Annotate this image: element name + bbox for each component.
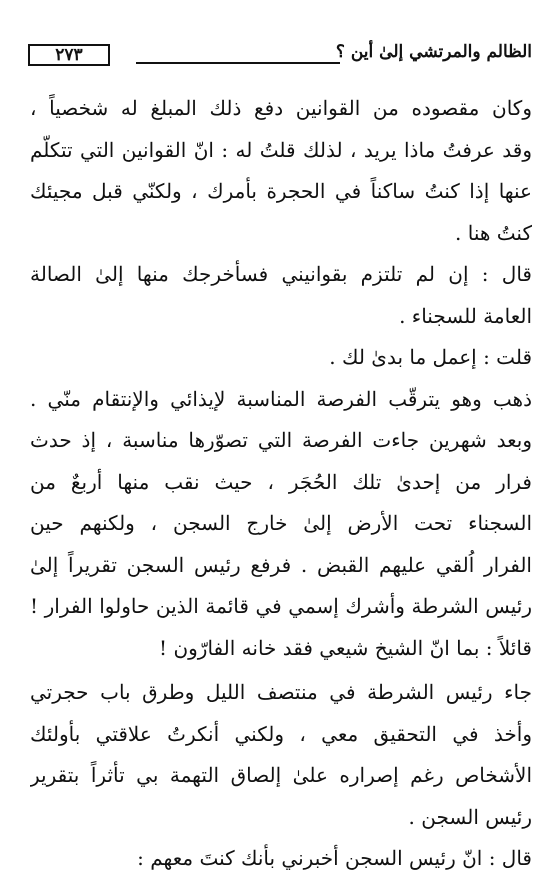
text-line: رئيس الشرطة وأشرك إسمي في قائمة الذين حاولوا الفرار !	[30, 594, 532, 618]
page-header	[28, 44, 532, 74]
text-line: العامة للسجناء .	[399, 303, 532, 328]
page-number: ٢٧٣	[28, 44, 110, 66]
text-line: عنها إذا كنتُ ساكناً في الحجرة بأمرك ، ولكنّي قبل مجيئك	[30, 179, 532, 203]
text-line: قائلاً : بما انّ الشيخ شيعي فقد خانه الفارّون !	[159, 635, 532, 660]
body-text	[30, 88, 532, 880]
text-line: كنتُ هنا .	[455, 220, 532, 245]
text-line: وقد عرفتُ ماذا يريد ، لذلك قلتُ له : انّ القوانين التي تتكلّم	[30, 137, 532, 162]
header-divider-line	[136, 62, 340, 64]
text-line: السجناء تحت الأرض إلىٰ خارج السجن ، ولكنهم حين	[30, 511, 532, 535]
text-line: قال : إن لم تلتزم بقوانيني فسأخرجك منها إلىٰ الصالة	[30, 262, 532, 286]
text-line: فرار من إحدىٰ تلك الحُجَر ، حيث نقب منها أربعٌ من	[30, 469, 532, 494]
text-line: وأخذ في التحقيق معي ، ولكني أنكرتُ علاقتي بأولئك	[30, 721, 532, 746]
text-line: جاء رئيس الشرطة في منتصف الليل وطرق باب حجرتي	[30, 680, 532, 704]
text-line: الفرار اُلقي عليهم القبض . فرفع رئيس السجن تقريراً إلىٰ	[30, 552, 532, 577]
text-line: قال : انّ رئيس السجن أخبرني بأنك كنتَ معهم :	[137, 846, 532, 870]
text-line: قلت : إعمل ما بدىٰ لك .	[329, 345, 532, 369]
text-line: رئيس السجن .	[408, 804, 532, 829]
text-line: وبعد شهرين جاءت الفرصة التي تصوّرها مناسبة ، إذ حدث	[30, 428, 532, 452]
text-line: الأشخاص رغم إصراره علىٰ إلصاق التهمة بي تأثراً بتقرير	[30, 763, 532, 787]
text-line: ذهب وهو يترقّب الفرصة المناسبة لإيذائي والإنتقام منّي .	[30, 386, 532, 411]
running-title: الظالم والمرتشي إلىٰ أين ؟	[335, 42, 532, 62]
text-line: وكان مقصوده من القوانين دفع ذلك المبلغ له شخصياً ،	[30, 96, 532, 120]
